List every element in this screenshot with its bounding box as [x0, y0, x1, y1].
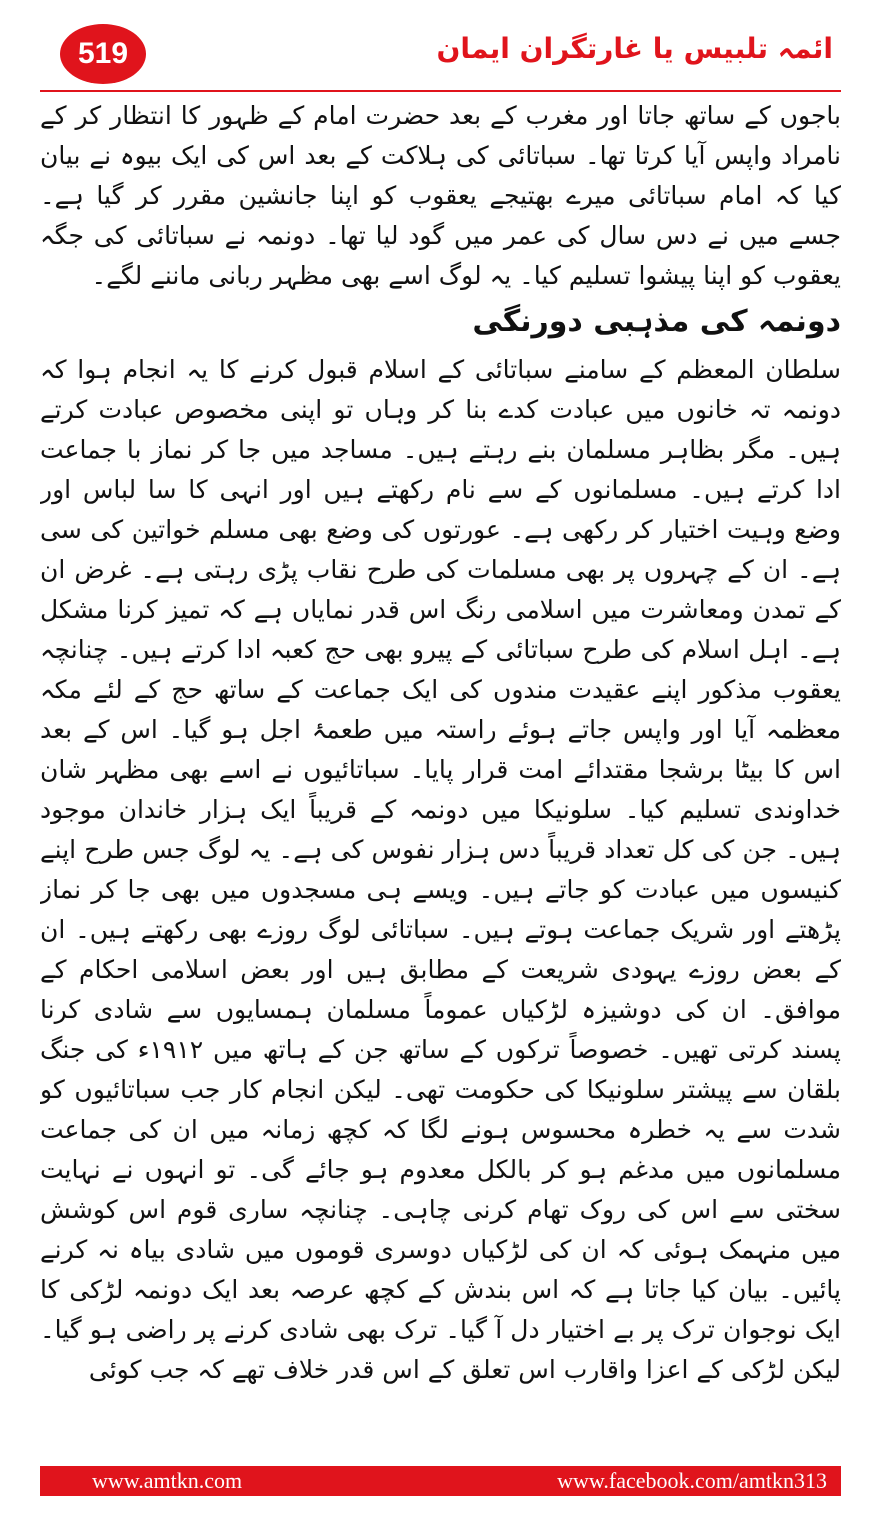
- page-header: [40, 18, 841, 88]
- page-number-badge: 519: [60, 24, 146, 84]
- book-title: ائمہ تلبیس یا غارتگران ایمان: [436, 32, 833, 65]
- header-divider: [40, 90, 841, 92]
- page-footer: [40, 1466, 841, 1496]
- facebook-link[interactable]: www.facebook.com/amtkn313: [557, 1468, 827, 1493]
- body-paragraph-1: باجوں کے ساتھ جاتا اور مغرب کے بعد حضرت امام کے ظہور کا انتظار کر کے نامراد واپس آیا کرتا تھا۔ سباتائی کی ہلاکت کے بعد اس کی ایک بیوہ نے بیان کیا کہ امام سباتائی میرے بھتیجے یعقوب کو اپنا جانشین مقرر کر گیا ہے۔ جسے میں نے دس سال کی عمر میں گود لیا تھا۔ دونمہ نے سباتائی کی جگہ یعقوب کو اپنا پیشوا تسلیم کیا۔ یہ لوگ اسے بھی مظہر ربانی ماننے لگے۔: [40, 101, 841, 290]
- website-link[interactable]: www.amtkn.com: [92, 1468, 243, 1493]
- page-body: [40, 96, 841, 1446]
- body-paragraph-2: سلطان المعظم کے سامنے سباتائی کے اسلام قبول کرنے کا یہ انجام ہوا کہ دونمہ تہ خانوں میں عبادت کدے بنا کر وہاں تو اپنی مخصوص عبادت کرتے ہیں۔ مگر بظاہر مسلمان بنے رہتے ہیں۔ مساجد میں جا کر نماز با جماعت ادا کرتے ہیں۔ مسلمانوں کے سے نام رکھتے ہیں اور انہی کا سا لباس اور وضع وہیت اختیار کر رکھی ہے۔ عورتوں کی وضع بھی مسلم خواتین کی سی ہے۔ ان کے چہروں پر بھی مسلمات کی طرح نقاب پڑی رہتی ہے۔ غرض ان کے تمدن ومعاشرت میں اسلامی رنگ اس قدر نمایاں ہے کہ تمیز کرنا مشکل ہے۔ اہل اسلام کی طرح سباتائی کے پیرو بھی حج کعبہ ادا کرتے ہیں۔ چنانچہ یعقوب مذکور اپنے عقیدت مندوں کی ایک جماعت کے ساتھ حج کے لئے مکہ معظمہ آیا اور واپس جاتے ہوئے راستہ میں طعمۂ اجل ہو گیا۔ اس کے بعد اس کا بیٹا برشجا مقتدائے امت قرار پایا۔ سباتائیوں نے اسے بھی مظہر شان خداوندی تسلیم کیا۔ سلونیکا میں دونمہ کے قریباً ایک ہزار خاندان موجود ہیں۔ جن کی کل تعداد قریباً دس ہزار نفوس کی ہے۔ یہ لوگ جس طرح اپنے کنیسوں میں عبادت کو جاتے ہیں۔ ویسے ہی مسجدوں میں بھی جا کر نماز پڑھتے اور شریک جماعت ہوتے ہیں۔ سباتائی لوگ روزے بھی رکھتے ہیں۔ ان کے بعض روزے یہودی شریعت کے مطابق ہیں اور بعض اسلامی احکام کے موافق۔ ان کی دوشیزہ لڑکیاں عموماً مسلمان ہمسایوں سے شادی کرنا پسند کرتی تھیں۔ خصوصاً ترکوں کے ساتھ جن کے ہاتھ میں ۱۹۱۲ء کی جنگ بلقان سے پیشتر سلونیکا کی حکومت تھی۔ لیکن انجام کار جب سباتائیوں کو شدت سے یہ خطرہ محسوس ہونے لگا کہ کچھ زمانہ میں ان کی جماعت مسلمانوں میں مدغم ہو کر بالکل معدوم ہو جائے گی۔ تو انہوں نے نہایت سختی سے اس کی روک تھام کرنی چاہی۔ چنانچہ ساری قوم اس کوشش میں منہمک ہوئی کہ ان کی لڑکیاں دوسری قوموں میں شادی بیاہ نہ کرنے پائیں۔ بیان کیا جاتا ہے کہ اس بندش کے کچھ عرصہ بعد ایک دونمہ لڑکی کا ایک نوجوان ترک پر بے اختیار دل آ گیا۔ ترک بھی شادی کرنے پر راضی ہو گیا۔ لیکن لڑکی کے اعزا واقارب اس تعلق کے اس قدر خلاف تھے کہ جب کوئی: [40, 355, 841, 1384]
- section-heading: دونمہ کی مذہبی دورنگی: [472, 304, 841, 339]
